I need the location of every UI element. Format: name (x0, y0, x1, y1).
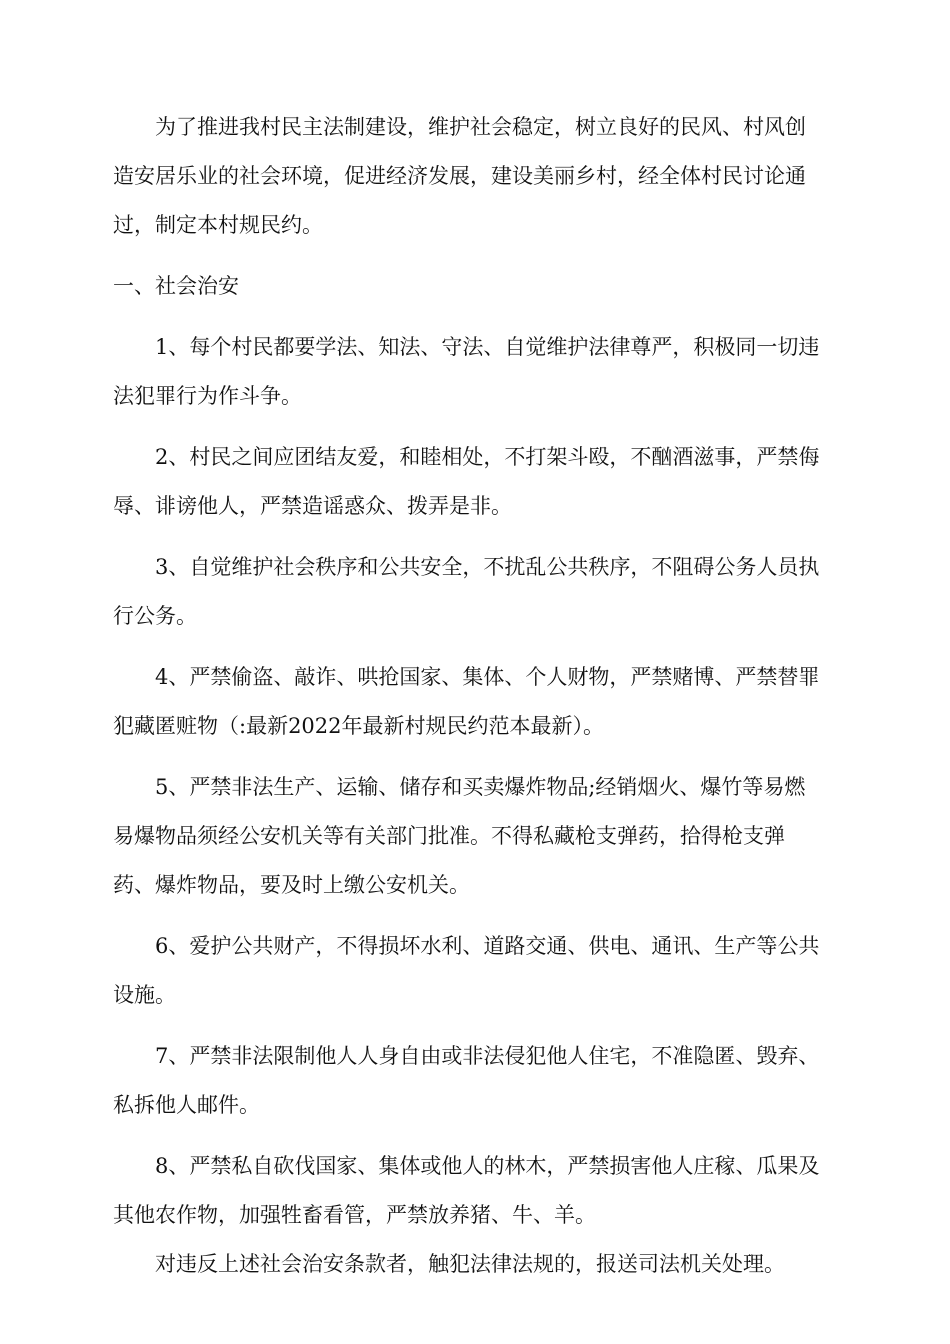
rule-item-1: 1、每个村民都要学法、知法、守法、自觉维护法律尊严，积极同一切违法犯罪行为作斗争。 (113, 335, 820, 408)
section-heading: 一、社会治安 (113, 274, 239, 298)
rule-item-3: 3、自觉维护社会秩序和公共安全，不扰乱公共秩序，不阻碍公务人员执行公务。 (113, 555, 820, 628)
rule-item-8: 8、严禁私自砍伐国家、集体或他人的林木，严禁损害他人庄稼、瓜果及其他农作物，加强牲畜看管，严禁放养猪、牛、羊。 (113, 1154, 820, 1227)
document-body (113, 103, 823, 1289)
closing-paragraph: 对违反上述社会治安条款者，触犯法律法规的，报送司法机关处理。 (155, 1252, 785, 1276)
intro-paragraph: 为了推进我村民主法制建设，维护社会稳定，树立良好的民风、村风创造安居乐业的社会环境，促进经济发展，建设美丽乡村，经全体村民讨论通过，制定本村规民约。 (113, 115, 806, 237)
rule-item-6: 6、爱护公共财产，不得损坏水利、道路交通、供电、通讯、生产等公共设施。 (113, 934, 820, 1007)
rule-item-7: 7、严禁非法限制他人人身自由或非法侵犯他人住宅，不准隐匿、毁弃、私拆他人邮件。 (113, 1044, 820, 1117)
rule-item-4: 4、严禁偷盗、敲诈、哄抢国家、集体、个人财物，严禁赌博、严禁替罪犯藏匿赃物（:最新2022年最新村规民约范本最新）。 (113, 665, 820, 738)
rule-item-2: 2、村民之间应团结友爱，和睦相处，不打架斗殴，不酗酒滋事，严禁侮辱、诽谤他人，严禁造谣惑众、拨弄是非。 (113, 445, 820, 518)
rule-item-5: 5、严禁非法生产、运输、储存和买卖爆炸物品;经销烟火、爆竹等易燃易爆物品须经公安机关等有关部门批准。不得私藏枪支弹药，拾得枪支弹药、爆炸物品，要及时上缴公安机关。 (113, 775, 806, 897)
